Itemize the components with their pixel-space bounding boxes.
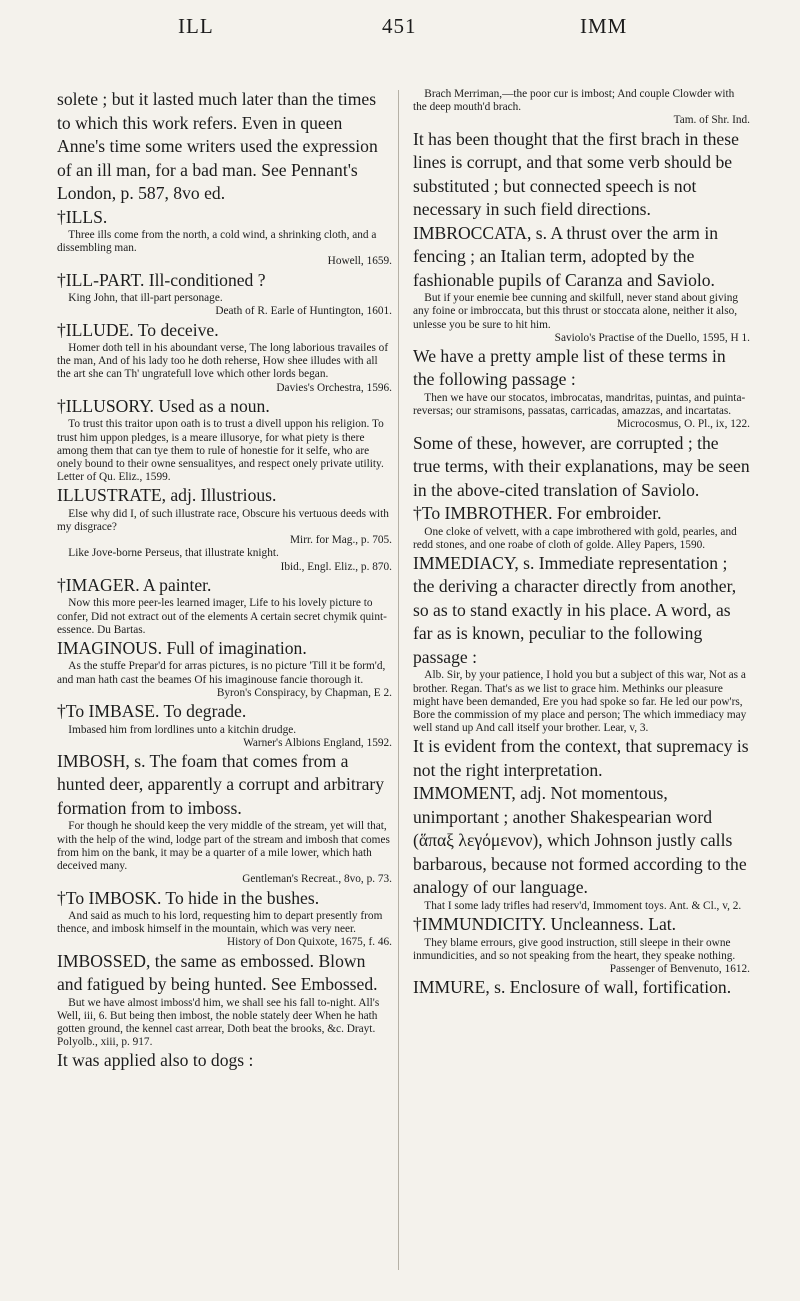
quotation: But we have almost imboss'd him, we shall see his fall to-night. All's Well, iii, 6. But being then imbost, the noble stately deer When he hath gotten ground, the kennel cast arrear, Doth beat the brooks, &c. Drayt. Polyolb., xiii, p. 917. <box>57 996 380 1049</box>
quotation: Brach Merriman,—the poor cur is imbost; And couple Clowder with the deep mouth'd brach. <box>413 88 735 114</box>
running-head-left: ILL <box>178 14 214 38</box>
entry-text: It has been thought that the first brach in these lines is corrupt, and that some verb should be substituted ; but connected speech is not necessary in such field directions. <box>413 128 739 220</box>
citation: Byron's Conspiracy, by Chapman, E 2. <box>216 686 392 699</box>
citation: Death of R. Earle of Huntington, 1601. <box>215 305 392 318</box>
quotation: Now this more peer-les learned imager, Life to his lovely picture to confer, Did not extract out of the elements A certain secret chymik quint-essence. Du Bartas. <box>57 597 387 636</box>
quotation: And said as much to his lord, requesting him to depart presently from thence, and imbosk himself in the mountain, which was very neer. <box>57 910 383 936</box>
entry-text: IMMEDIACY, s. Immediate representation ; the deriving a character directly from another, so as to stand exactly in his place. A word, as far as is known, peculiar to the following passage : <box>413 552 737 667</box>
quotation: Imbased him from lordlines unto a kitchin drudge. <box>68 723 297 736</box>
left-column <box>57 88 392 1073</box>
entry-text: †ILLS. <box>57 206 108 227</box>
citation: Microcosmus, O. Pl., ix, 122. <box>616 418 750 431</box>
entry-text: ILLUSTRATE, adj. Illustrious. <box>57 485 277 506</box>
quotation: Homer doth tell in his aboundant verse, The long laborious travailes of the man, And of his lady too he doth reherse, How shee illudes with all the art she can Th' ungratefull love which other lords began. <box>57 342 389 381</box>
entry-text: †ILLUDE. To deceive. <box>57 319 219 340</box>
quotation: But if your enemie bee cunning and skilfull, never stand about giving any foine or imbroccata, but this thrust or stoccata alone, neither it also, unlesse you be sure to hit him. <box>413 292 739 331</box>
citation: Warner's Albions England, 1592. <box>243 736 392 749</box>
quotation: To trust this traitor upon oath is to trust a divell uppon his religion. To trust him uppon pledges, is a meare illusorye, for what piety is there among them that can tye them to rule of honestie for it selfe, who are onely bound to their owne sensualityes, and respect onely private utility. Letter of Qu. Eliz., 1599. <box>57 418 384 484</box>
citation: History of Don Quixote, 1675, f. 46. <box>226 936 392 949</box>
page-number: 451 <box>382 14 417 38</box>
citation: Passenger of Benvenuto, 1612. <box>609 963 750 976</box>
entry-text: †ILL-PART. Ill-conditioned ? <box>57 269 266 290</box>
quotation: They blame errours, give good instruction, still sleepe in their owne inmundicities, and so not speaking from the heart, they speake nothing. <box>413 936 736 962</box>
quotation: For though he should keep the very middle of the stream, yet will that, with the help of the wind, lodge part of the stream and imbosh that comes from him on the bank, it may be a quarter of a mile lower, which hath deceived many. <box>57 820 390 873</box>
quotation: Alb. Sir, by your patience, I hold you but a subject of this war, Not as a brother. Regan. That's as we list to grace him. Methinks our pleasure might have been demanded, Ere you had spoke so far. He led our pow'rs, Bore the commission of my place and person; The which immediacy may well stand up And call itself your brother. Lear, v, 3. <box>413 669 747 735</box>
entry-text: †To IMBROTHER. For embroider. <box>413 503 662 524</box>
entry-text: It was applied also to dogs : <box>57 1050 254 1071</box>
right-column <box>413 88 750 1000</box>
entry-text: IMBROCCATA, s. A thrust over the arm in fencing ; an Italian term, adopted by the fashionable pupils of Caranza and Saviolo. <box>413 222 719 290</box>
entry-text: It is evident from the context, that supremacy is not the right interpretation. <box>413 736 749 780</box>
running-head-right: IMM <box>580 14 628 38</box>
entry-text: Some of these, however, are corrupted ; the true terms, with their explanations, may be seen in the above-cited translation of Saviolo. <box>413 432 750 500</box>
entry-text: IMMOMENT, adj. Not momentous, unimportant ; another Shakespearian word (ἅπαξ λεγόμενον), which Johnson justly calls barbarous, because not formed according to the analogy of our language. <box>413 783 747 898</box>
citation: Ibid., Engl. Eliz., p. 870. <box>280 560 392 573</box>
citation: Mirr. for Mag., p. 705. <box>290 534 392 547</box>
quotation: That I some lady trifles had reserv'd, Immoment toys. Ant. & Cl., v, 2. <box>424 899 742 912</box>
quotation: As the stuffe Prepar'd for arras pictures, is no picture 'Till it be form'd, and man hath cast the beames Of his imaginouse fancie thorough it. <box>57 660 386 686</box>
page-header <box>0 14 800 44</box>
citation: Howell, 1659. <box>327 255 392 268</box>
entry-text: IMMURE, s. Enclosure of wall, fortification. <box>413 977 732 998</box>
entry-text: IMBOSSED, the same as embossed. Blown and fatigued by being hunted. See Embossed. <box>57 950 378 995</box>
citation: Tam. of Shr. Ind. <box>673 114 750 127</box>
entry-text: IMAGINOUS. Full of imagination. <box>57 637 307 658</box>
entry-text: IMBOSH, s. The foam that comes from a hunted deer, apparently a corrupt and arbitrary formation from to imboss. <box>57 750 385 818</box>
entry-text: solete ; but it lasted much later than the times to which this work refers. Even in queen Anne's time some writers used the expression of an ill man, for a bad man. See Pennant's London, p. 587, 8vo ed. <box>57 89 378 203</box>
entry-text: We have a pretty ample list of these terms in the following passage : <box>413 345 726 390</box>
citation: Saviolo's Practise of the Duello, 1595, H 1. <box>554 331 750 344</box>
entry-text: †IMMUNDICITY. Uncleanness. Lat. <box>413 914 677 935</box>
quotation: Like Jove-borne Perseus, that illustrate knight. <box>68 547 279 560</box>
citation: Gentleman's Recreat., 8vo, p. 73. <box>242 873 392 886</box>
citation: Davies's Orchestra, 1596. <box>276 381 392 394</box>
quotation: One cloke of velvett, with a cape imbrothered with gold, pearles, and redd stones, and one roabe of cloth of golde. Alley Papers, 1590. <box>413 525 737 551</box>
entry-text: †ILLUSORY. Used as a noun. <box>57 395 270 416</box>
quotation: Then we have our stocatos, imbrocatas, mandritas, puintas, and puinta-reversas; our stramisons, passatas, carricadas, amazzas, and incartatas. <box>413 391 746 418</box>
quotation: Three ills come from the north, a cold wind, a shrinking cloth, and a dissembling man. <box>57 229 377 255</box>
quotation: King John, that ill-part personage. <box>68 292 223 305</box>
entry-text: †IMAGER. A painter. <box>57 574 212 595</box>
quotation: Else why did I, of such illustrate race, Obscure his vertuous deeds with my disgrace? <box>57 507 389 534</box>
entry-text: †To IMBOSK. To hide in the bushes. <box>57 887 320 908</box>
entry-text: †To IMBASE. To degrade. <box>57 701 247 722</box>
column-divider <box>398 90 399 1270</box>
